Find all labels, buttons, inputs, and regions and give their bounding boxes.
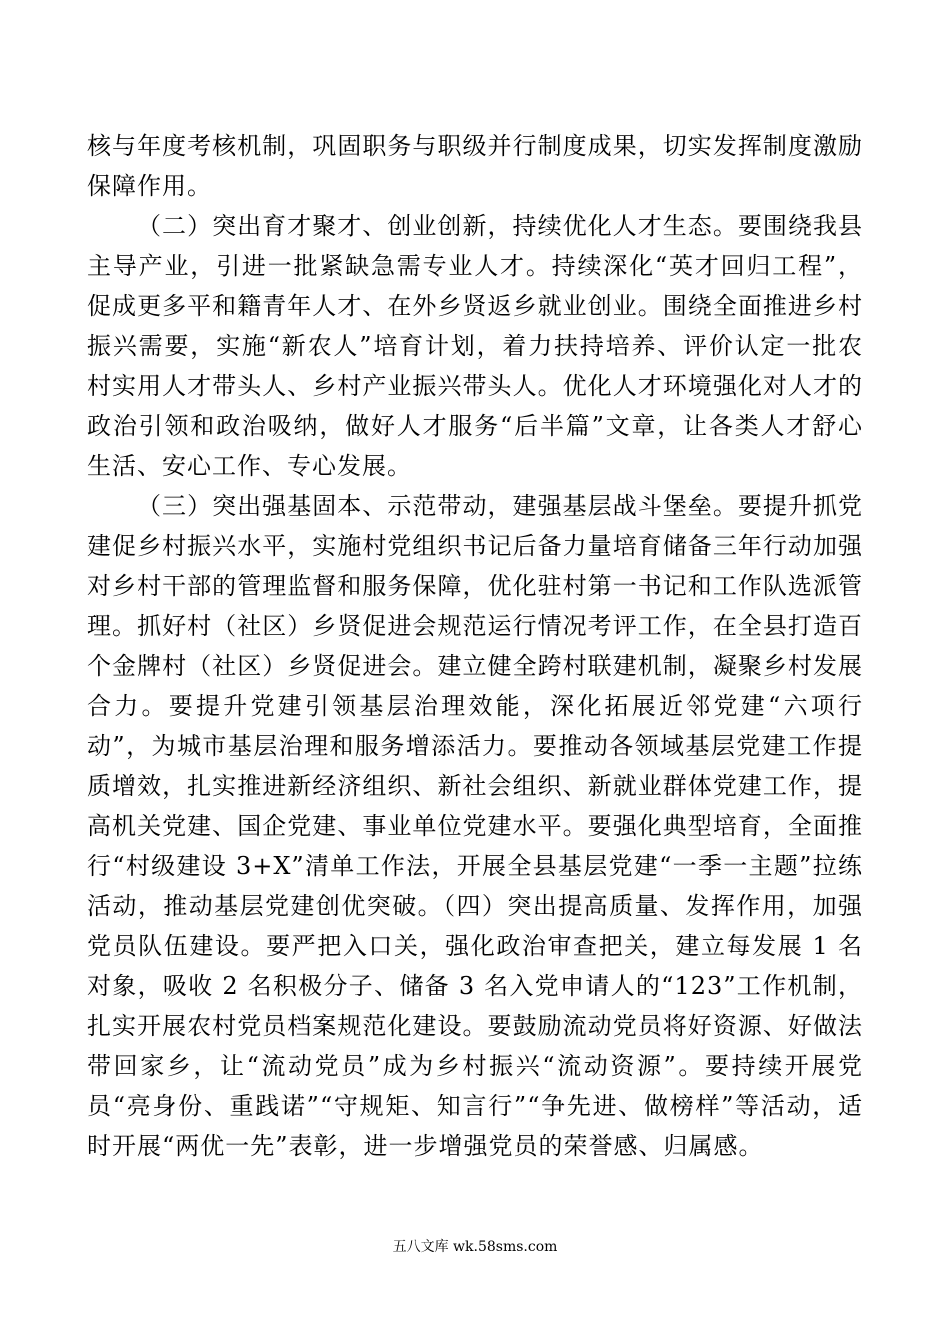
footer-watermark: 五八文库 wk.58sms.com	[392, 1239, 558, 1255]
paragraph-continuation: 核与年度考核机制，巩固职务与职级并行制度成果，切实发挥制度激励保障作用。	[87, 132, 863, 200]
paragraph-section-two: （二）突出育才聚才、创业创新，持续优化人才生态。要围绕我县主导产业，引进一批紧缺急需专业人才。持续深化“英才回归工程”，促成更多平和籍青年人才、在外乡贤返乡就业创业。围绕全面推进乡村振兴需要，实施“新农人”培育计划，着力扶持培养、评价认定一批农村实用人才带头人、乡村产业振兴带头人。优化人才环境强化对人才的政治引领和政治吸纳，做好人才服务“后半篇”文章，让各类人才舒心生活、安心工作、专心发展。	[87, 212, 863, 480]
document-body	[87, 126, 863, 1166]
paragraph-section-three: （三）突出强基固本、示范带动，建强基层战斗堡垒。要提升抓党建促乡村振兴水平，实施村党组织书记后备力量培育储备三年行动加强对乡村干部的管理监督和服务保障，优化驻村第一书记和工作队选派管理。抓好村（社区）乡贤促进会规范运行情况考评工作，在全县打造百个金牌村（社区）乡贤促进会。建立健全跨村联建机制，凝聚乡村发展合力。要提升党建引领基层治理效能，深化拓展近邻党建“六项行动”，为城市基层治理和服务增添活力。要推动各领域基层党建工作提质增效，扎实推进新经济组织、新社会组织、新就业群体党建工作，提高机关党建、国企党建、事业单位党建水平。要强化典型培育，全面推行“村级建设 3+X”清单工作法，开展全县基层党建“一季一主题”拉练活动，推动基层党建创优突破。（四）突出提高质量、发挥作用，加强党员队伍建设。要严把入口关，强化政治审查把关，建立每发展 1 名对象，吸收 2 名积极分子、储备 3 名入党申请人的“123”工作机制，扎实开展农村党员档案规范化建设。要鼓励流动党员将好资源、好做法带回家乡，让“流动党员”成为乡村振兴“流动资源”。要持续开展党员“亮身份、重践诺”“守规矩、知言行”“争先进、做榜样”等活动，适时开展“两优一先”表彰，进一步增强党员的荣誉感、归属感。	[87, 492, 863, 1160]
